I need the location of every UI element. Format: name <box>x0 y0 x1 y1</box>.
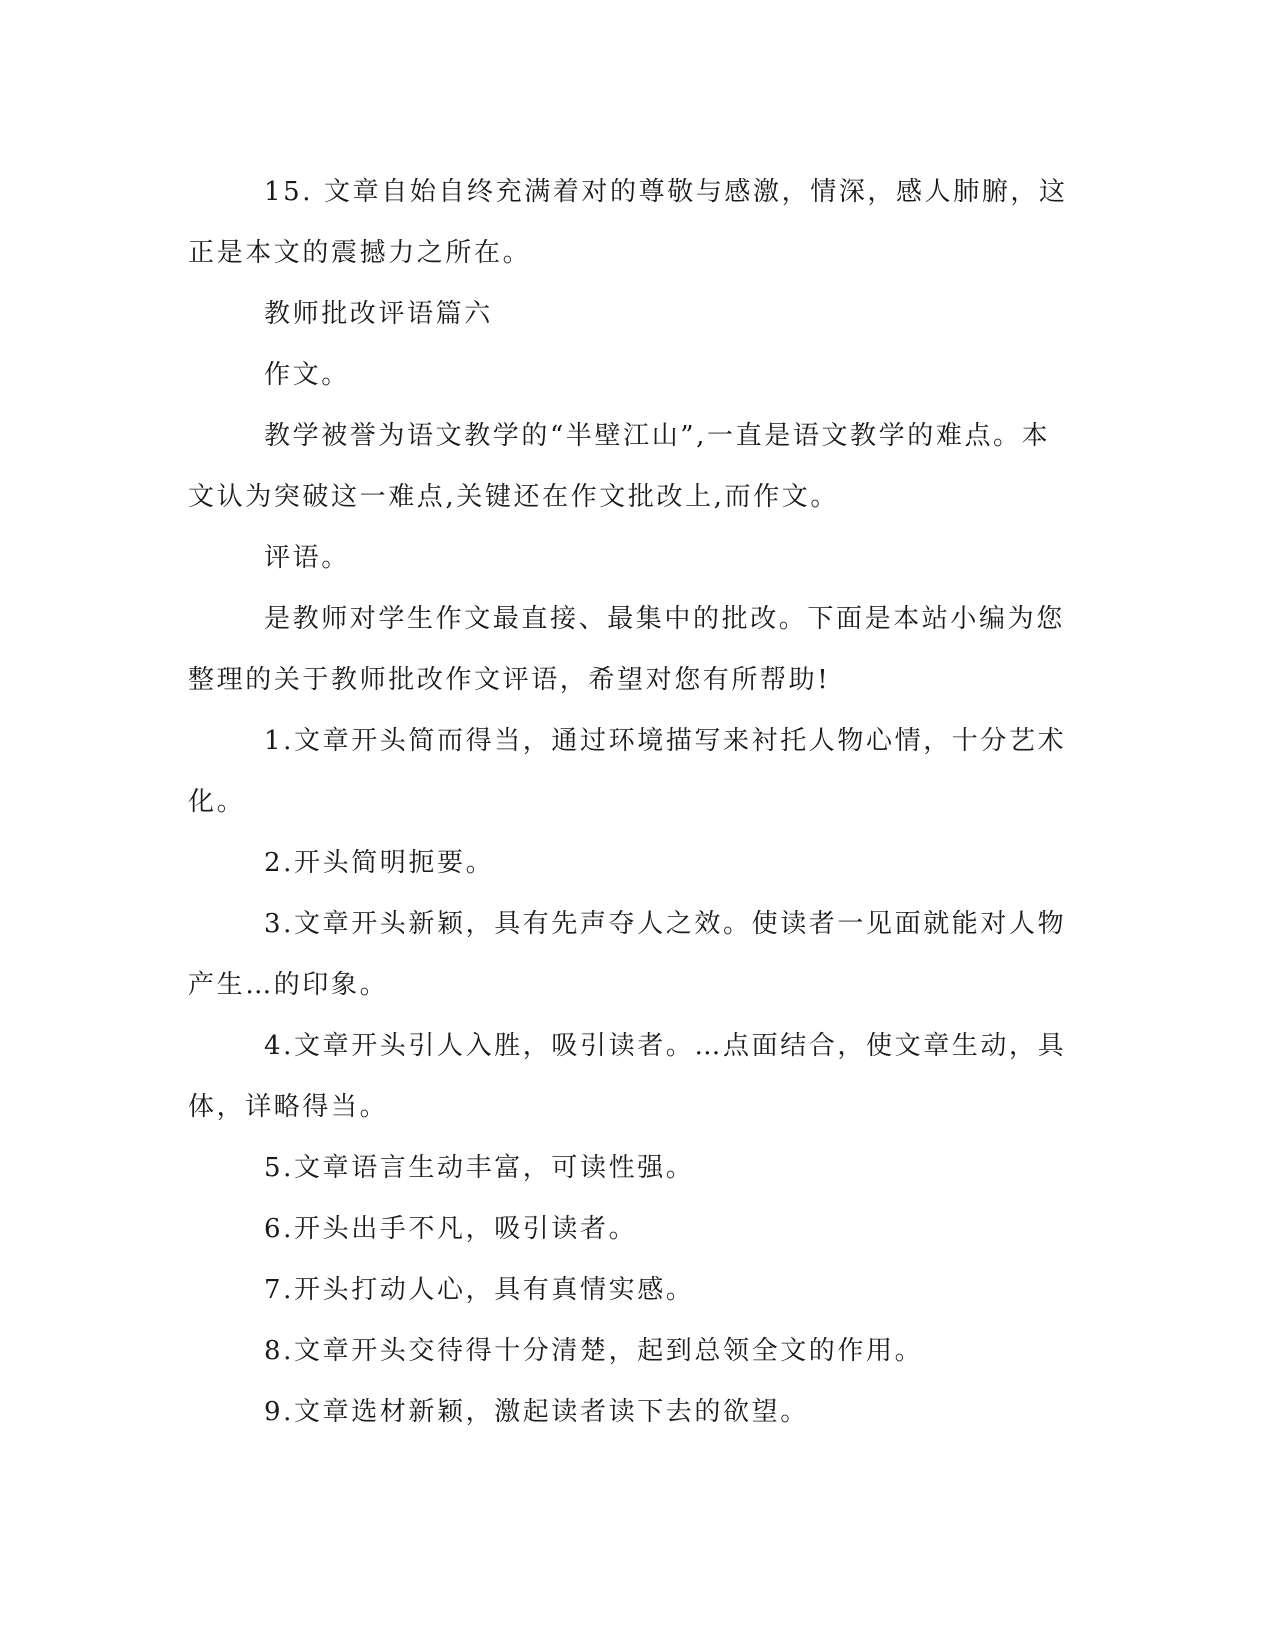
paragraph-comment-1: 1.文章开头简而得当，通过环境描写来衬托人物心情，十分艺术化。 <box>188 726 1067 817</box>
paragraph-comment-3: 3.文章开头新颖，具有先声夺人之效。使读者一见面就能对人物产生…的印象。 <box>188 909 1067 1000</box>
paragraph-essay: 作文。 <box>264 360 350 390</box>
paragraph-comment-8: 8.文章开头交待得十分清楚，起到总领全文的作用。 <box>264 1336 924 1366</box>
paragraph-comment-7: 7.开头打动人心，具有真情实感。 <box>264 1275 695 1305</box>
section-heading-part-six: 教师批改评语篇六 <box>264 299 493 329</box>
paragraph-comment-5: 5.文章语言生动丰富，可读性强。 <box>264 1153 695 1183</box>
paragraph-comments: 评语。 <box>264 543 350 573</box>
paragraph-comment-6: 6.开头出手不凡，吸引读者。 <box>264 1214 638 1244</box>
paragraph-intro-teaching: 教学被誉为语文教学的“半壁江山”,一直是语文教学的难点。本文认为突破这一难点,关键还在作文批改上,而作文。 <box>188 421 1051 512</box>
paragraph-comment-2: 2.开头简明扼要。 <box>264 848 495 878</box>
paragraph-comment-9: 9.文章选材新颖，激起读者读下去的欲望。 <box>264 1397 809 1427</box>
document-body <box>188 162 1068 1443</box>
paragraph-comment-4: 4.文章开头引人入胜，吸引读者。…点面结合，使文章生动，具体，详略得当。 <box>188 1031 1067 1122</box>
paragraph-comment-15: 15. 文章自始自终充满着对的尊敬与感激，情深，感人肺腑，这正是本文的震撼力之所在。 <box>188 177 1068 268</box>
paragraph-intro-editor: 是教师对学生作文最直接、最集中的批改。下面是本站小编为您整理的关于教师批改作文评语，希望对您有所帮助! <box>188 604 1065 695</box>
